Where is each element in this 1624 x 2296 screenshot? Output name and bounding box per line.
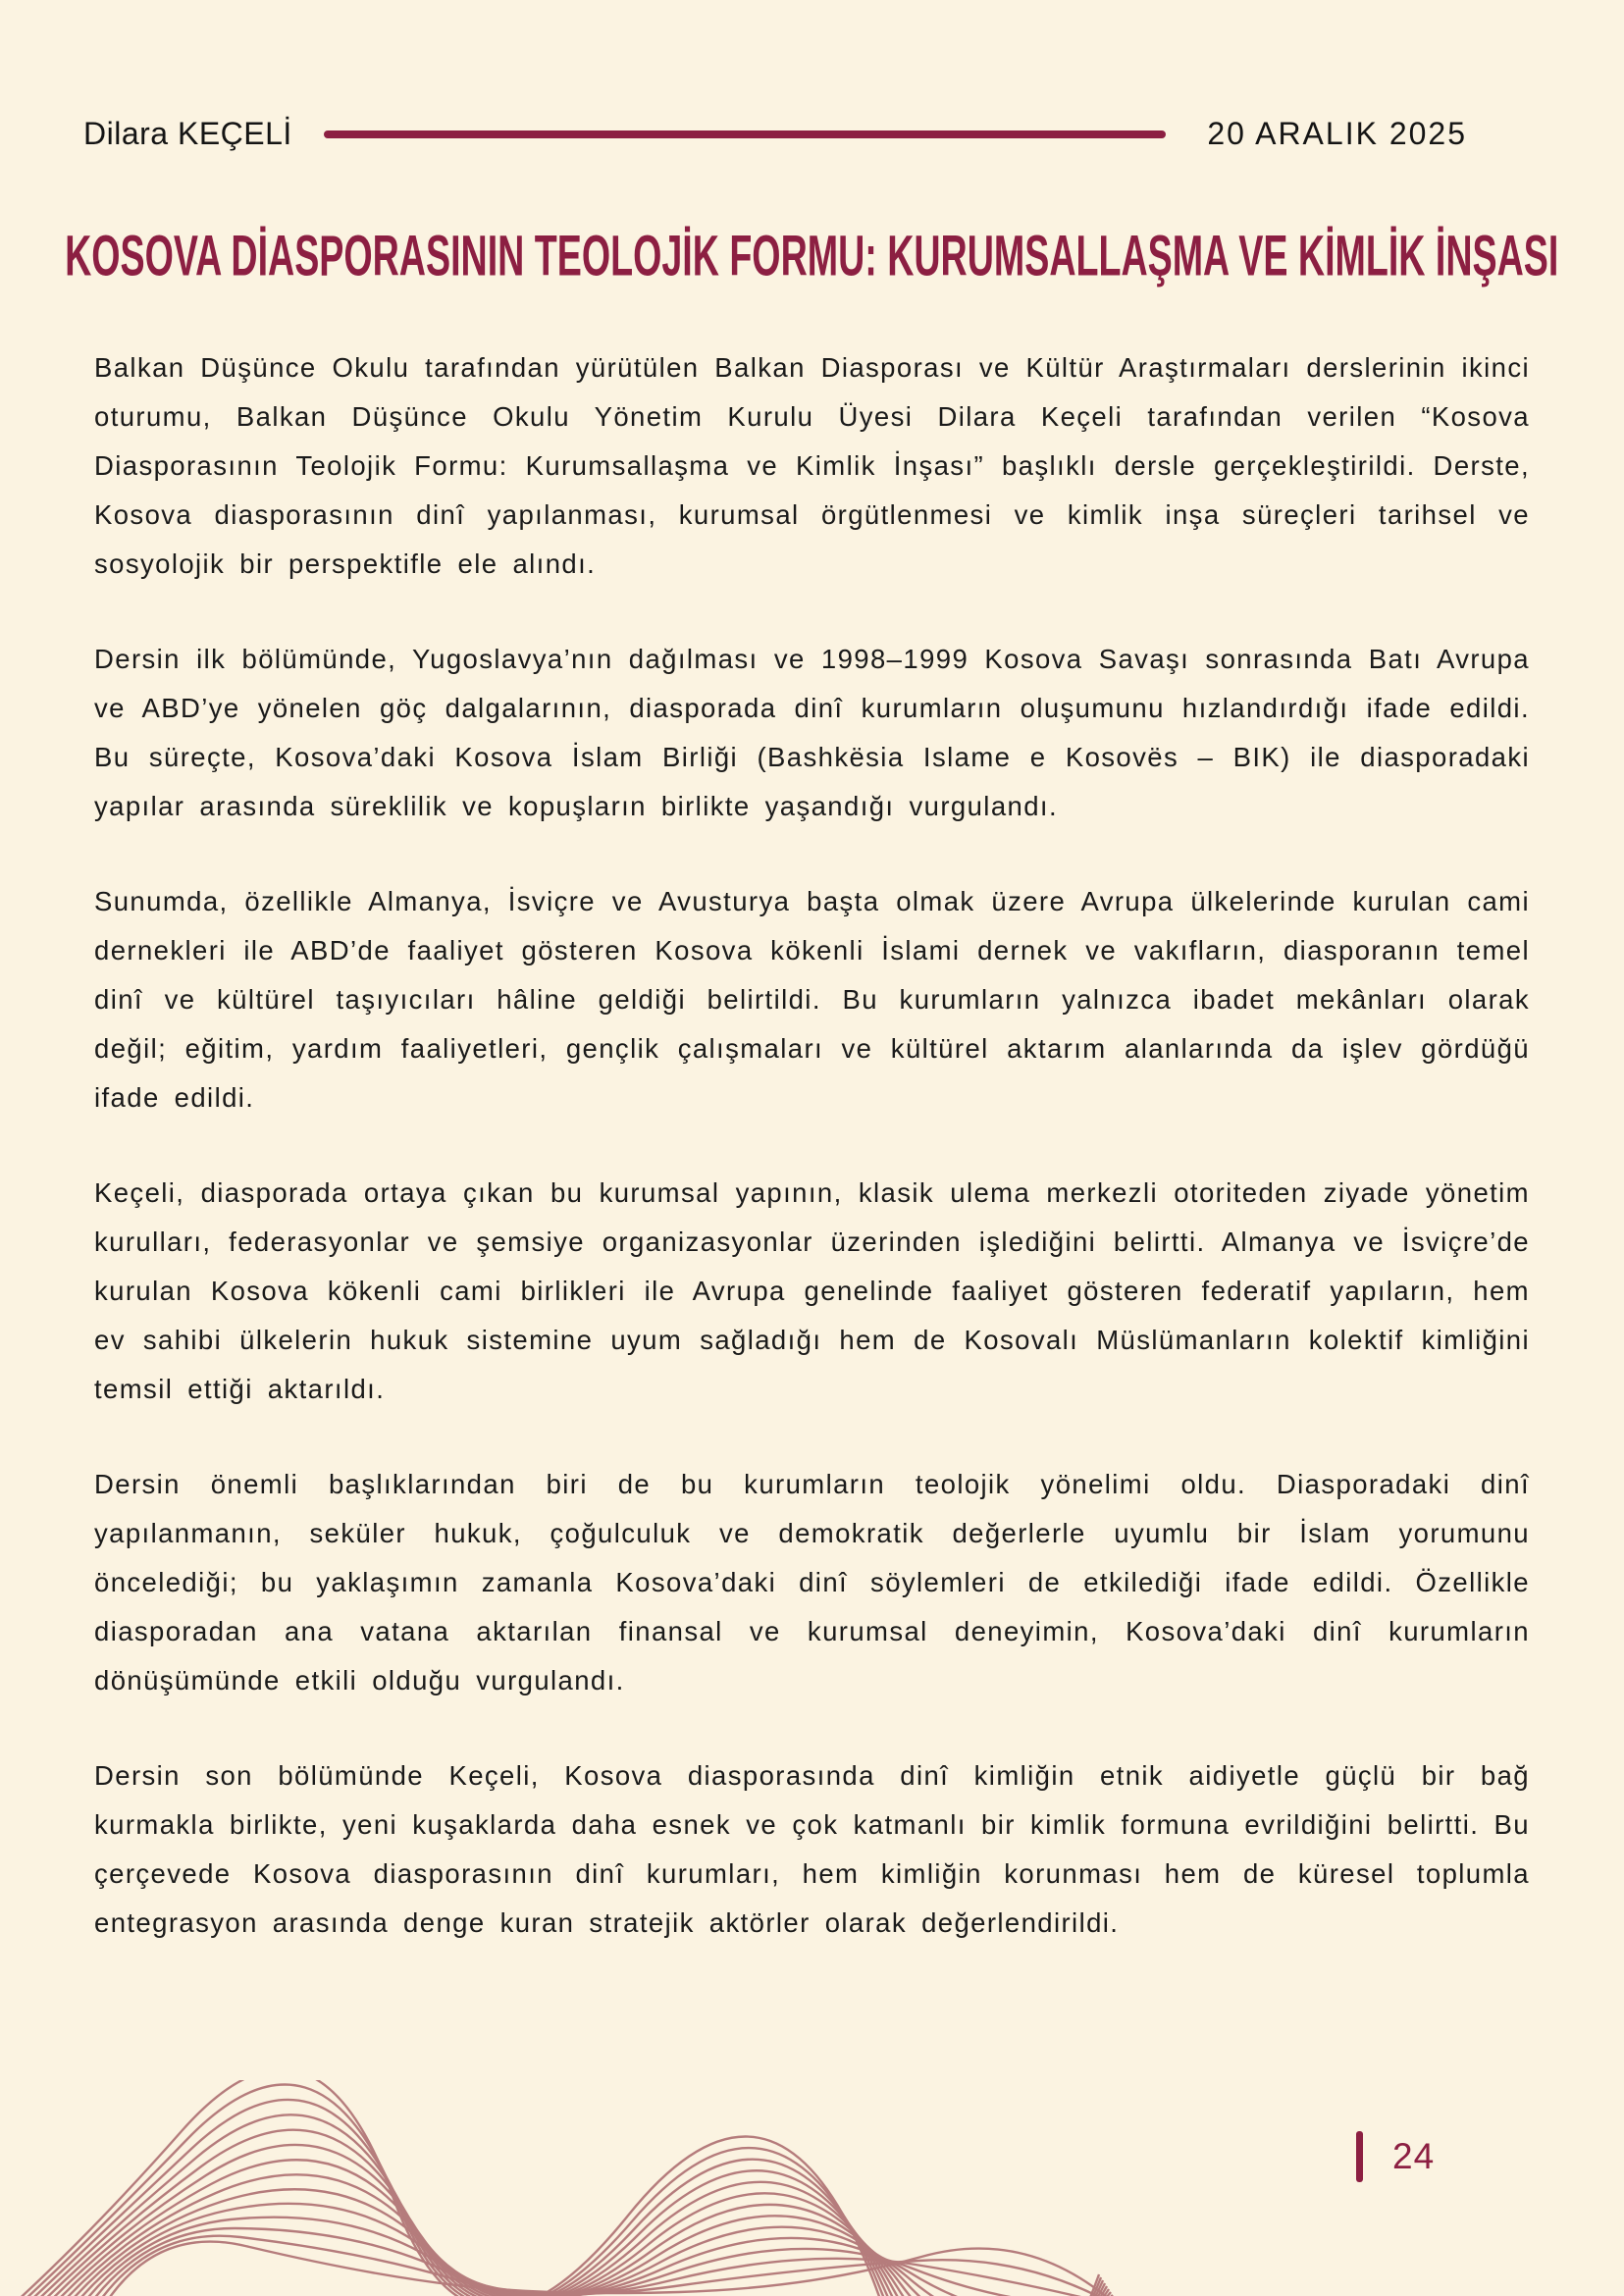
header-divider-line xyxy=(324,130,1167,138)
article-title xyxy=(0,224,1624,288)
article-paragraph: Sunumda, özellikle Almanya, İsviçre ve Avusturya başta olmak üzere Avrupa ülkelerinde kurulan cami dernekleri ile ABD’de faaliyet gösteren Kosova kökenli İslami dernek ve vakıfların, diasporanın temel dinî ve kültürel taşıyıcıları hâline geldiği belirtildi. Bu kurumların yalnızca ibadet mekânları olarak değil; eğitim, yardım faaliyetleri, gençlik çalışmaları ve kültürel aktarım alanlarında da işlev gördüğü ifade edildi. xyxy=(94,886,1530,1113)
article-paragraph: Dersin önemli başlıklarından biri de bu kurumların teolojik yönelimi oldu. Diasporadaki dinî yapılanmanın, seküler hukuk, çoğulculuk ve demokratik değerlerle uyumlu bir İslam yorumunu öncelediği; bu yaklaşımın zamanla Kosova’daki dinî söylemleri de etkilediği ifade edildi. Özellikle diasporadan ana vatana aktarılan finansal ve kurumsal deneyimin, Kosova’daki dinî kurumların dönüşümünde etkili olduğu vurgulandı. xyxy=(94,1469,1530,1696)
guilloche-waves-decoration xyxy=(0,2080,1178,2296)
author-name: Dilara KEÇELİ xyxy=(83,116,292,151)
article-body xyxy=(94,343,1530,1994)
issue-date: 20 ARALIK 2025 xyxy=(1207,116,1467,151)
page-number-value: 24 xyxy=(1392,2136,1436,2176)
article-paragraph: Balkan Düşünce Okulu tarafından yürütülen Balkan Diasporası ve Kültür Araştırmaları derslerinin ikinci oturumu, Balkan Düşünce Okulu Yönetim Kurulu Üyesi Dilara Keçeli tarafından verilen “Kosova Diasporasının Teolojik Formu: Kurumsallaşma ve Kimlik İnşası” başlıklı dersle gerçekleştirildi. Derste, Kosova diasporasının dinî yapılanması, kurumsal örgütlenmesi ve kimlik inşa süreçleri tarihsel ve sosyolojik bir perspektifle ele alındı. xyxy=(94,352,1530,579)
article-paragraph: Keçeli, diasporada ortaya çıkan bu kurumsal yapının, klasik ulema merkezli otoriteden ziyade yönetim kurulları, federasyonlar ve şemsiye organizasyonlar üzerinden işlediğini belirtti. Almanya ve İsviçre’de kurulan Kosova kökenli cami birlikleri ile Avrupa genelinde faaliyet gösteren federatif yapıların, hem ev sahibi ülkelerin hukuk sistemine uyum sağladığı hem de Kosovalı Müslümanların kolektif kimliğini temsil ettiği aktarıldı. xyxy=(94,1177,1530,1404)
page-number-bar xyxy=(1356,2131,1363,2182)
page-number xyxy=(1356,2131,1435,2182)
article-paragraph: Dersin son bölümünde Keçeli, Kosova diasporasında dinî kimliğin etnik aidiyetle güçlü bir bağ kurmakla birlikte, yeni kuşaklarda daha esnek ve çok katmanlı bir kimlik formuna evrildiğini belirtti. Bu çerçevede Kosova diasporasının dinî kurumları, hem kimliğin korunması hem de küresel toplumla entegrasyon arasında denge kuran stratejik aktörler olarak değerlendirildi. xyxy=(94,1760,1530,1938)
article-title-text: KOSOVA DİASPORASININ TEOLOJİK FORMU: KURUMSALLAŞMA VE KİMLİK İNŞASI xyxy=(65,224,1559,288)
page-header xyxy=(83,116,1467,152)
article-paragraph: Dersin ilk bölümünde, Yugoslavya’nın dağılması ve 1998–1999 Kosova Savaşı sonrasında Batı Avrupa ve ABD’ye yönelen göç dalgalarının, diasporada dinî kurumların oluşumunu hızlandırdığı ifade edildi. Bu süreçte, Kosova’daki Kosova İslam Birliği (Bashkësia Islame e Kosovës – BIK) ile diasporadaki yapılar arasında süreklilik ve kopuşların birlikte yaşandığı vurgulandı. xyxy=(94,644,1530,821)
